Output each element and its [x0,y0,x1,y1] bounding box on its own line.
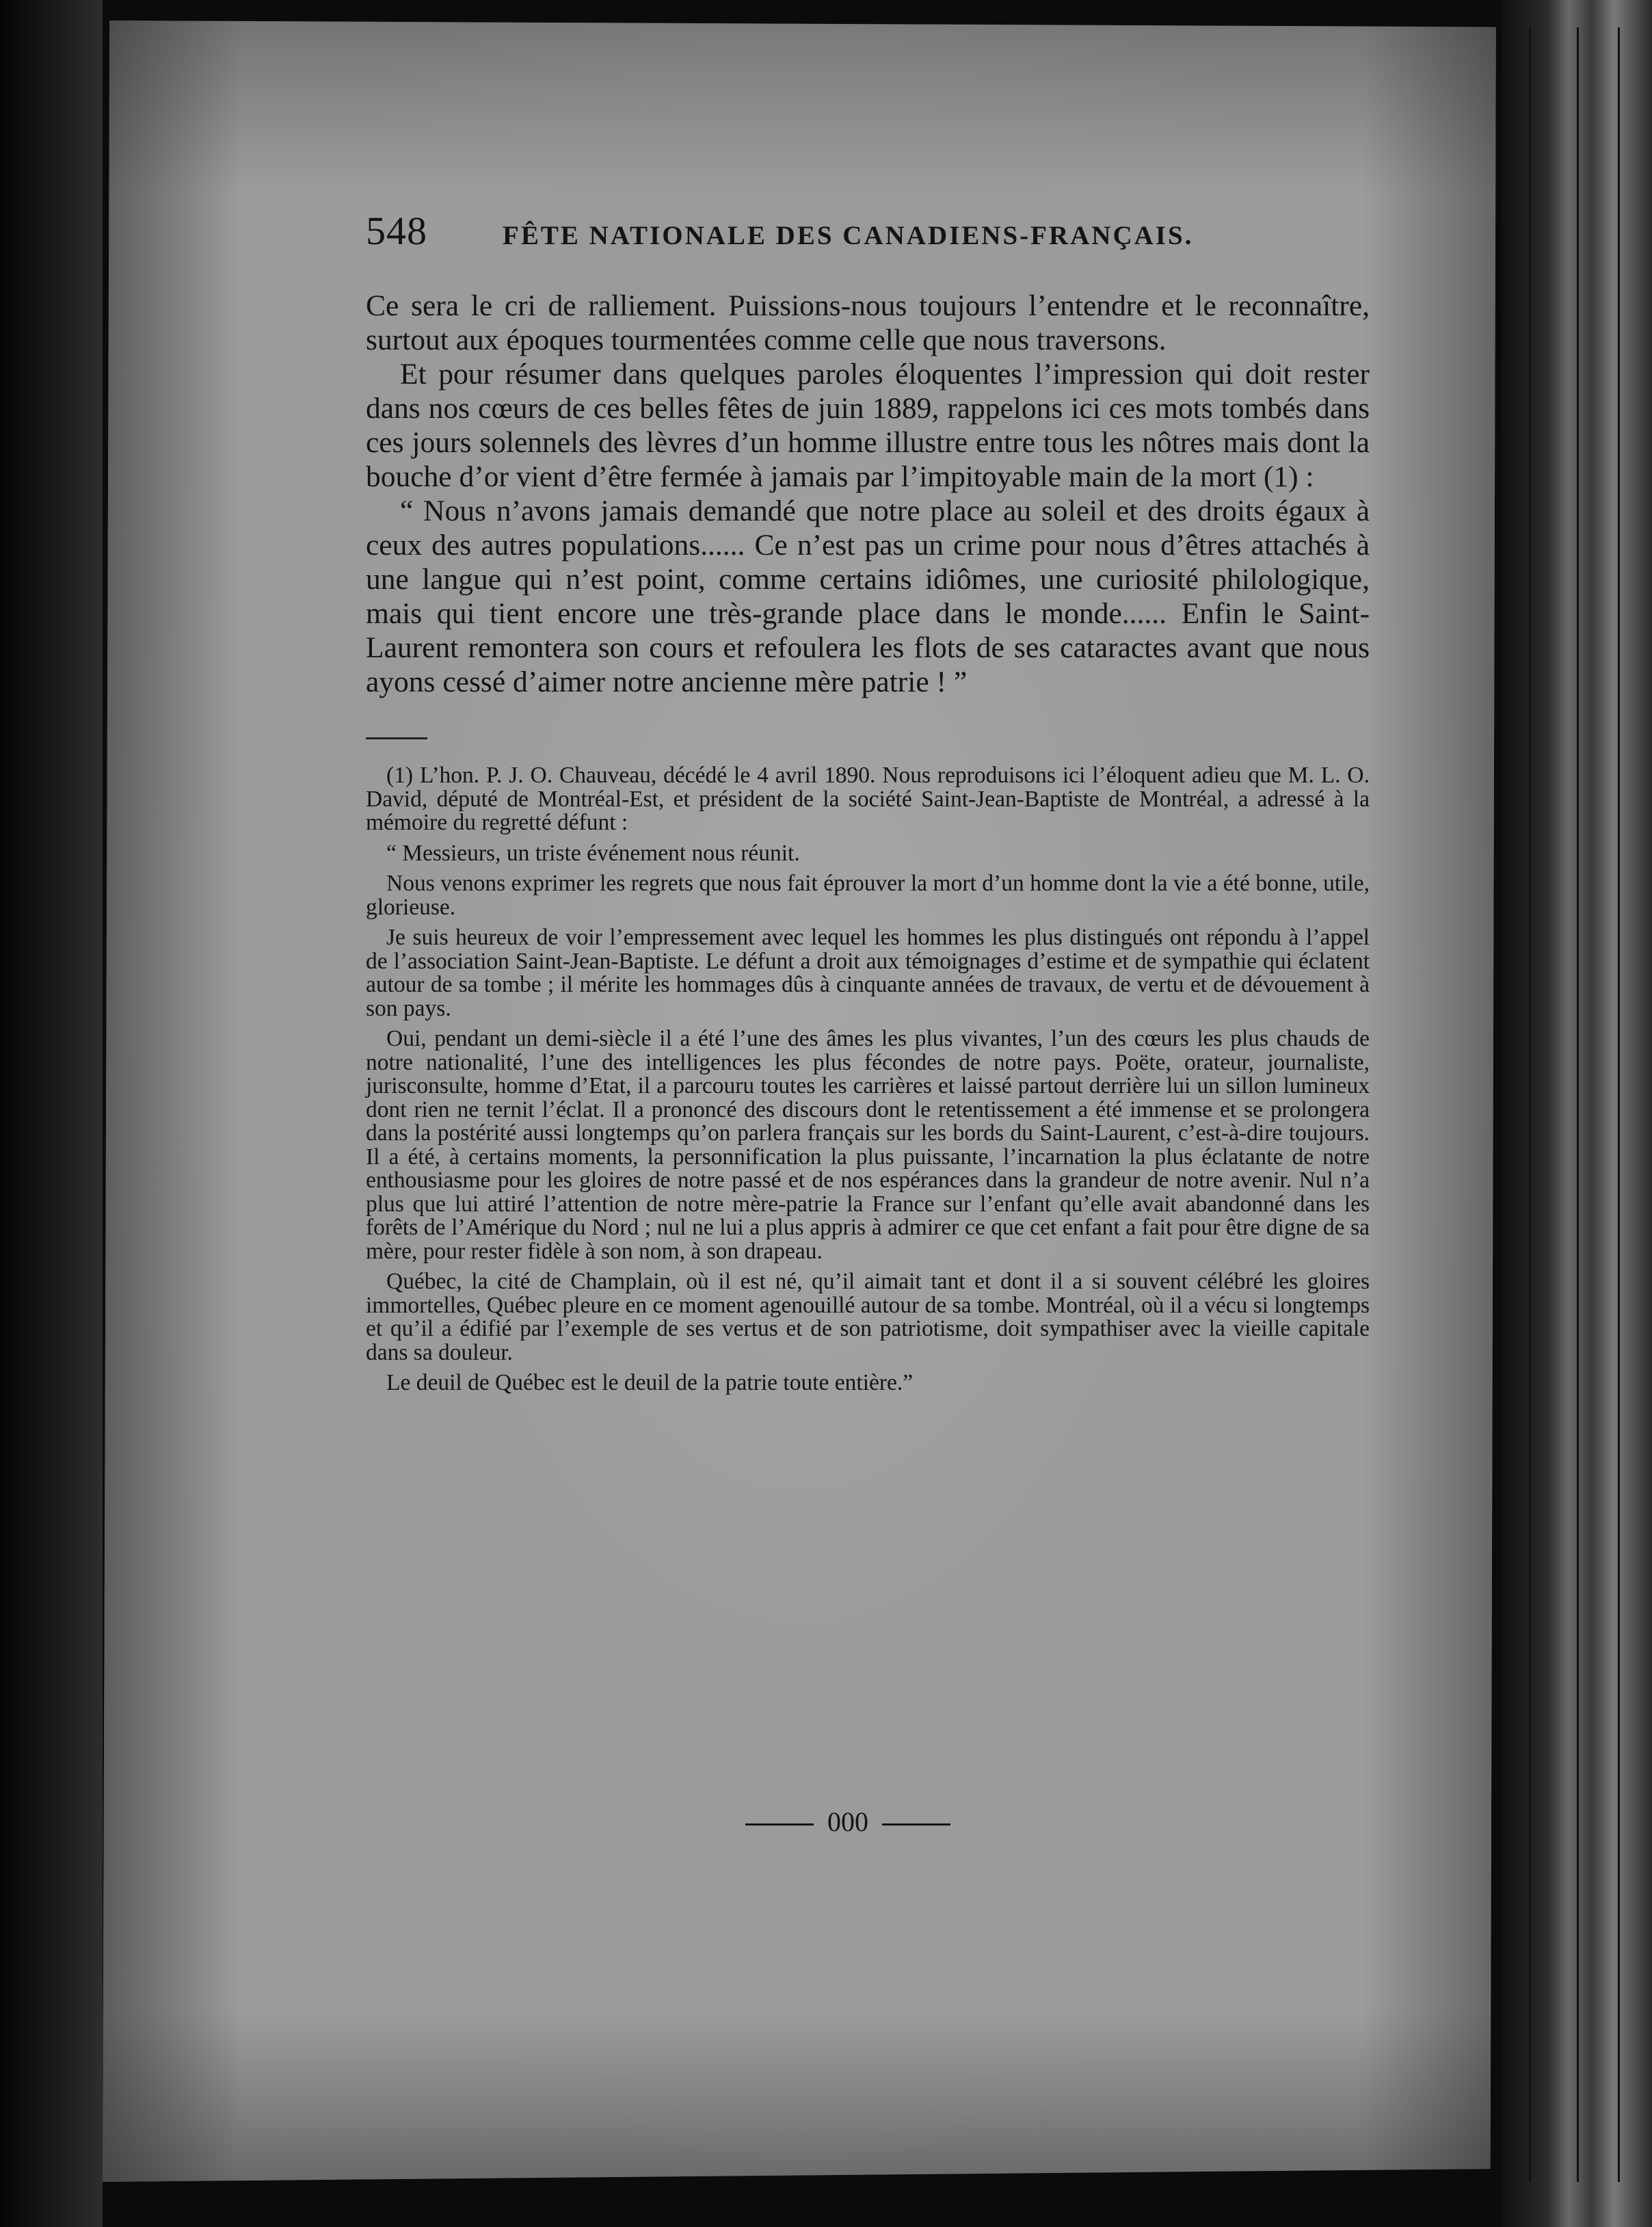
footnote-rule [366,737,427,739]
ornament-dash-left [745,1823,814,1826]
footnote-paragraph: Le deuil de Québec est le deuil de la patrie toute entière.” [386,1370,914,1395]
ornament-dash-right [882,1823,950,1826]
footnote-paragraph: Québec, la cité de Champlain, où il est né, qu’il aimait tant et dont il a si souvent célébré les gloires immortelles, Québec pleure en ce moment agenouillé autour de sa tombe. Montréal, où il a vécu si longtemps et qu’il a édifié par l’exemple de ses vertus et de son patriotisme, doit sympathiser avec la vieille capitale dans sa douleur. [366,1269,1370,1365]
footnote-paragraph: (1) L’hon. P. J. O. Chauveau, décédé le 4 avril 1890. Nous reproduisons ici l’éloquent adieu que M. L. O. David, député de Montréal-Est, et président de la société Saint-Jean-Baptiste de Montréal, a adressé à la mémoire du regretté défunt : [366,763,1370,835]
footnote-paragraph: Oui, pendant un demi-siècle il a été l’une des âmes les plus vivantes, l’un des cœurs les plus chauds de notre nationalité, l’une des intelligences les plus fécondes de notre pays. Poëte, orateur, journaliste, jurisconsulte, homme d’Etat, il a parcouru toutes les carrières et laissé partout derrière lui un sillon lumineux dont rien ne ternit l’éclat. Il a prononcé des discours dont le retentissement a été immense et se prolongera dans la postérité aussi longtemps qu’on parlera français sur les bords du Saint-Laurent, c’est-à-dire toujours. Il a été, à certains moments, la personnification la plus puissante, l’incarnation la plus éclatante de notre enthousiasme pour les gloires de notre passé et de nos espérances dans la grandeur de notre avenir. Nul n’a plus que lui attiré l’attention de notre mère-patrie la France sur l’enfant qu’elle avait abandonné dans les forêts de l’Amérique du Nord ; nul ne lui a plus appris à admirer ce que cet enfant a fait pour être digne de sa mère, pour rester fidèle à son nom, à son drapeau. [366,1026,1370,1264]
body-text [366,289,1370,699]
page-edge-line [1529,27,1531,2182]
running-head [366,205,1370,260]
page-text-block [366,205,1370,1402]
footnote-paragraph: “ Messieurs, un triste événement nous réunit. [386,840,800,866]
page-edge-line [1618,27,1620,2182]
page-number: 548 [366,209,427,253]
footnote-paragraph: Nous venons exprimer les regrets que nous fait éprouver la mort d’un homme dont la vie a été bonne, utile, glorieuse. [366,871,1370,920]
body-paragraph: Ce sera le cri de ralliement. Puissions-nous toujours l’entendre et le reconnaître, surtout aux époques tourmentées comme celle que nous traversons. [366,289,1370,356]
footnote [366,764,1370,1395]
end-ornament [745,1806,950,1838]
footnote-paragraph: Je suis heureux de voir l’empressement avec lequel les hommes les plus distingués ont répondu à l’appel de l’association Saint-Jean-Baptiste. Le défunt a droit aux témoignages d’estime et de sympathie qui éclatent autour de sa tombe ; il mérite les hommages dûs à cinquante années de travaux, de vertu et de dévouement à son pays. [366,925,1370,1021]
body-paragraph: Et pour résumer dans quelques paroles éloquentes l’impression qui doit rester dans nos cœurs de ces belles fêtes de juin 1889, rappelons ici ces mots tombés dans ces jours solennels des lèvres d’un homme illustre entre tous les nôtres mais dont la bouche d’or vient d’être fermée à jamais par l’impitoyable main de la mort (1) : [366,358,1370,493]
running-title: FÊTE NATIONALE DES CANADIENS-FRANÇAIS. [503,221,1194,250]
book-page-edges-right [1502,0,1652,2227]
quotation-paragraph: “ Nous n’avons jamais demandé que notre place au soleil et des droits égaux à ceux des autres populations...... Ce n’est pas un crime pour nous d’êtres attachés à une langue qui n’est point, comme certains idiômes, une curiosité philologique, mais qui tient encore une très-grande place dans le monde...... Enfin le Saint-Laurent remontera son cours et refoulera les flots de ses cataractes avant que nous ayons cessé d’aimer notre ancienne mère patrie ! ” [366,495,1370,698]
ornament-mark: 000 [827,1806,868,1837]
page-edge-line [1577,27,1579,2182]
book-binding-left [0,0,103,2227]
